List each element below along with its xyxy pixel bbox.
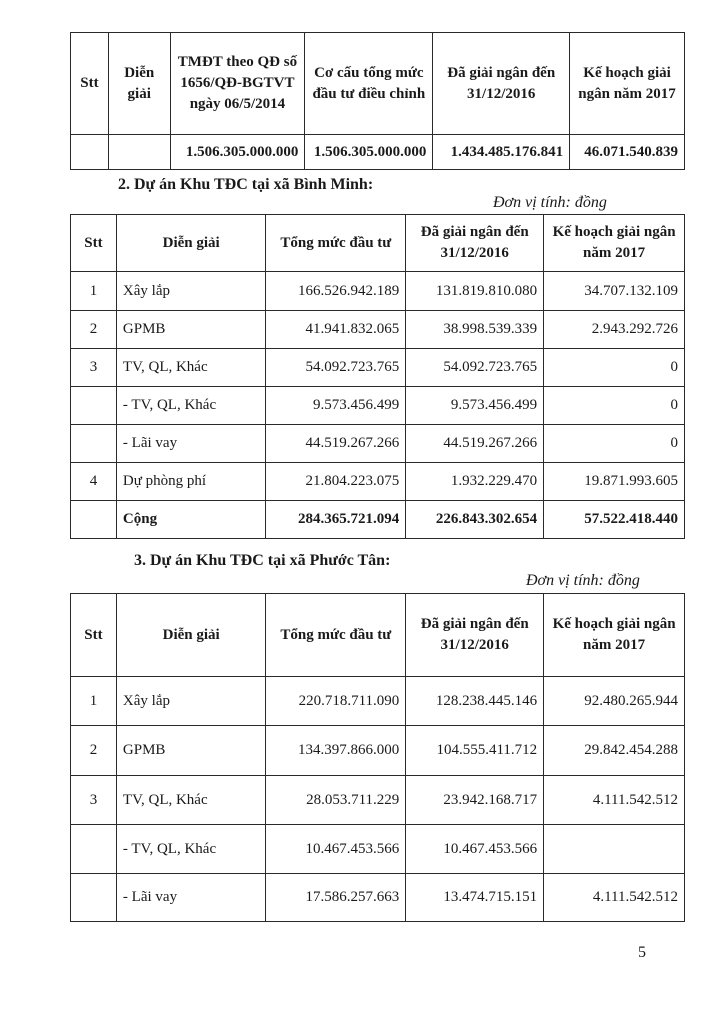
header-dien-giai: Diễn giải xyxy=(116,215,266,272)
cell: 2.943.292.726 xyxy=(544,311,685,349)
table-3 xyxy=(70,593,685,922)
section-3-heading: 3. Dự án Khu TĐC tại xã Phước Tân: xyxy=(134,552,391,569)
cell: - TV, QL, Khác xyxy=(116,825,266,874)
total-row xyxy=(71,501,685,539)
table-row xyxy=(71,677,685,726)
table-row xyxy=(71,311,685,349)
cell: 54.092.723.765 xyxy=(406,349,544,387)
cell: TV, QL, Khác xyxy=(116,349,266,387)
cell: 34.707.132.109 xyxy=(544,272,685,311)
cell: 9.573.456.499 xyxy=(406,387,544,425)
cell: - TV, QL, Khác xyxy=(116,387,266,425)
cell: 226.843.302.654 xyxy=(406,501,544,539)
cell: 4.111.542.512 xyxy=(544,874,685,922)
table-row xyxy=(71,825,685,874)
table-row xyxy=(71,726,685,776)
cell: 4.111.542.512 xyxy=(544,776,685,825)
cell: 28.053.711.229 xyxy=(266,776,406,825)
header-dien-giai: Diễn giải xyxy=(116,594,266,677)
cell: 9.573.456.499 xyxy=(266,387,406,425)
cell: 220.718.711.090 xyxy=(266,677,406,726)
cell xyxy=(71,387,117,425)
cell: 1.506.305.000.000 xyxy=(305,135,433,170)
table-2-header-row xyxy=(71,215,685,272)
cell xyxy=(71,501,117,539)
cell: 1.434.485.176.841 xyxy=(433,135,570,170)
cell xyxy=(71,135,109,170)
table-row xyxy=(71,387,685,425)
section-3-unit: Đơn vị tính: đồng xyxy=(526,572,640,589)
cell: Cộng xyxy=(116,501,266,539)
table-3-header-row xyxy=(71,594,685,677)
header-tmdt: TMĐT theo QĐ số 1656/QĐ-BGTVT ngày 06/5/2014 xyxy=(170,33,305,135)
cell: - Lãi vay xyxy=(116,874,266,922)
table-1-header-row xyxy=(71,33,685,135)
cell: 0 xyxy=(544,349,685,387)
cell: 284.365.721.094 xyxy=(266,501,406,539)
cell: 38.998.539.339 xyxy=(406,311,544,349)
cell: 134.397.866.000 xyxy=(266,726,406,776)
cell: 0 xyxy=(544,387,685,425)
cell: 17.586.257.663 xyxy=(266,874,406,922)
table-row xyxy=(71,272,685,311)
section-2-unit: Đơn vị tính: đồng xyxy=(493,194,607,211)
cell: 13.474.715.151 xyxy=(406,874,544,922)
section-2-heading: 2. Dự án Khu TĐC tại xã Bình Minh: xyxy=(118,176,374,193)
header-co-cau: Cơ cấu tổng mức đầu tư điều chỉnh xyxy=(305,33,433,135)
cell: TV, QL, Khác xyxy=(116,776,266,825)
cell: GPMB xyxy=(116,726,266,776)
cell: 166.526.942.189 xyxy=(266,272,406,311)
cell: 131.819.810.080 xyxy=(406,272,544,311)
cell: Xây lắp xyxy=(116,677,266,726)
cell: 10.467.453.566 xyxy=(406,825,544,874)
table-row xyxy=(71,349,685,387)
header-ke-hoach: Kế hoạch giải ngân năm 2017 xyxy=(544,215,685,272)
header-ke-hoach: Kế hoạch giải ngân năm 2017 xyxy=(570,33,685,135)
header-tong-muc: Tổng mức đầu tư xyxy=(266,594,406,677)
header-stt: Stt xyxy=(71,594,117,677)
cell: 3 xyxy=(71,776,117,825)
cell: 1 xyxy=(71,272,117,311)
cell: 29.842.454.288 xyxy=(544,726,685,776)
cell: 46.071.540.839 xyxy=(570,135,685,170)
cell: 4 xyxy=(71,463,117,501)
cell: 10.467.453.566 xyxy=(266,825,406,874)
table-row xyxy=(71,135,685,170)
cell xyxy=(71,874,117,922)
cell: 2 xyxy=(71,311,117,349)
cell: 128.238.445.146 xyxy=(406,677,544,726)
cell: 23.942.168.717 xyxy=(406,776,544,825)
cell: 92.480.265.944 xyxy=(544,677,685,726)
cell: 44.519.267.266 xyxy=(266,425,406,463)
cell: 44.519.267.266 xyxy=(406,425,544,463)
cell: 0 xyxy=(544,425,685,463)
cell: - Lãi vay xyxy=(116,425,266,463)
cell xyxy=(108,135,170,170)
cell: 57.522.418.440 xyxy=(544,501,685,539)
cell: Dự phòng phí xyxy=(116,463,266,501)
table-row xyxy=(71,874,685,922)
cell: 2 xyxy=(71,726,117,776)
cell: 41.941.832.065 xyxy=(266,311,406,349)
cell: 19.871.993.605 xyxy=(544,463,685,501)
cell: 54.092.723.765 xyxy=(266,349,406,387)
cell: 1 xyxy=(71,677,117,726)
header-da-giai-ngan: Đã giải ngân đến 31/12/2016 xyxy=(406,215,544,272)
cell: 1.506.305.000.000 xyxy=(170,135,305,170)
cell: 21.804.223.075 xyxy=(266,463,406,501)
cell xyxy=(71,425,117,463)
cell: 3 xyxy=(71,349,117,387)
header-da-giai-ngan: Đã giải ngân đến 31/12/2016 xyxy=(406,594,544,677)
table-row xyxy=(71,776,685,825)
table-row xyxy=(71,425,685,463)
header-ke-hoach: Kế hoạch giải ngân năm 2017 xyxy=(544,594,685,677)
cell: 104.555.411.712 xyxy=(406,726,544,776)
cell: Xây lắp xyxy=(116,272,266,311)
header-stt: Stt xyxy=(71,33,109,135)
cell xyxy=(71,825,117,874)
cell xyxy=(544,825,685,874)
cell: 1.932.229.470 xyxy=(406,463,544,501)
header-dien-giai: Diễn giải xyxy=(108,33,170,135)
header-stt: Stt xyxy=(71,215,117,272)
page-number: 5 xyxy=(638,944,646,961)
header-tong-muc: Tổng mức đầu tư xyxy=(266,215,406,272)
header-da-giai-ngan: Đã giải ngân đến 31/12/2016 xyxy=(433,33,570,135)
table-2 xyxy=(70,214,685,539)
table-1 xyxy=(70,32,685,170)
table-row xyxy=(71,463,685,501)
cell: GPMB xyxy=(116,311,266,349)
